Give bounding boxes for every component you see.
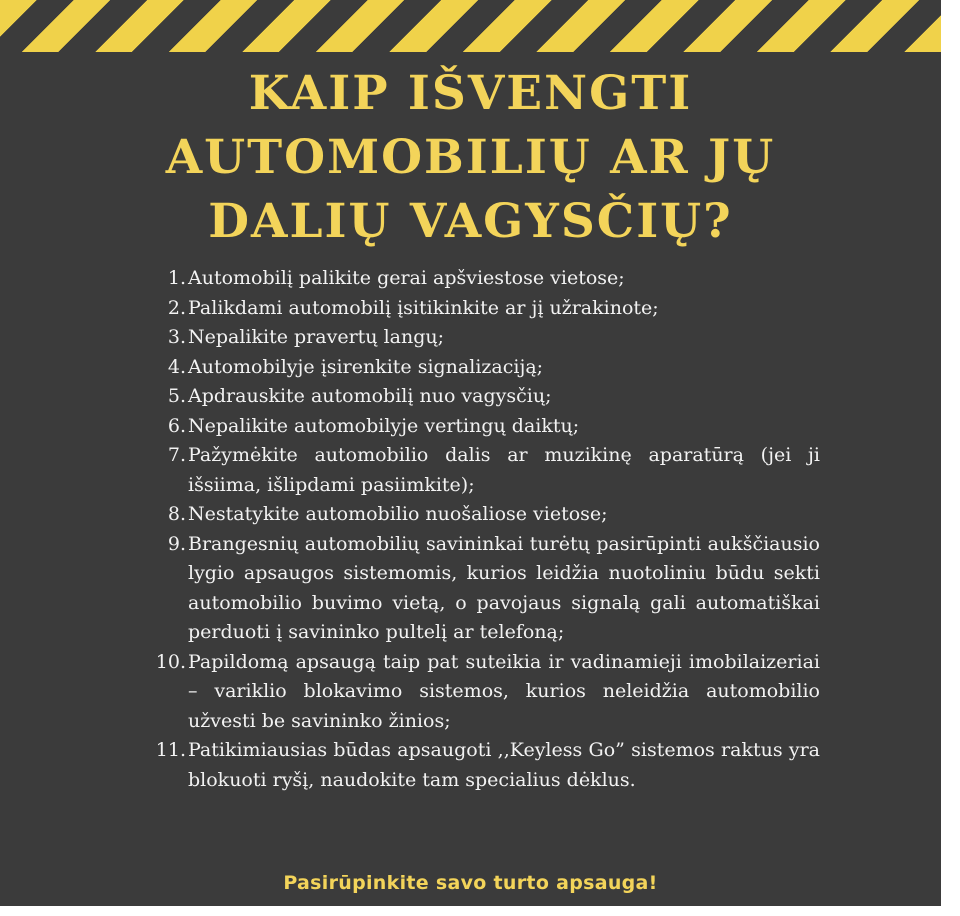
title-line-1: KAIP IŠVENGTI [248,66,693,121]
list-item [150,500,820,530]
item-text: Patikimiausias būdas apsaugoti ,,Keyless Go” sistemos raktus yra blokuoti ryšį, naudokite tam specialius dėklus. [188,739,820,791]
footer-slogan: Pasirūpinkite savo turto apsauga! [283,872,658,894]
item-number: 4. [167,355,186,378]
item-text: Apdrauskite automobilį nuo vagysčių; [188,385,552,407]
item-number: 3. [167,326,186,348]
list-item [150,648,820,737]
item-number: 6. [167,414,186,437]
item-number: 9. [167,532,186,555]
tips-list [150,264,820,795]
item-text: Nepalikite automobilyje vertingų daiktų; [188,414,580,437]
item-text: Palikdami automobilį įsitikinkite ar jį užrakinote; [188,296,659,319]
item-text: Pažymėkite automobilio dalis ar muzikinę aparatūrą (jei ji išsiima, išlipdami pasiimkite); [188,444,820,496]
item-number: 11. [155,739,186,761]
list-item [150,294,820,324]
list-item [150,412,820,442]
item-text: Brangesnių automobilių savininkai turėtų pasirūpinti aukščiausio lygio apsaugos sistemomis, kurios leidžia nuotoliniu būdu sekti automobilio buvimo vietą, o pavojaus signalą gali automatiškai perduoti į savininko pultelį ar telefoną; [188,532,820,643]
list-item [150,530,820,648]
item-number: 7. [167,444,186,466]
item-text: Papildomą apsaugą taip pat suteikia ir vadinamieji imobilaizeriai – variklio blokavimo sistemos, kurios neleidžia automobilio užvesti be savininko žinios; [188,650,820,732]
list-item [150,736,820,795]
title-line-2: AUTOMOBILIŲ AR JŲ [165,130,776,185]
item-text: Automobilyje įsirenkite signalizaciją; [188,355,544,378]
list-item [150,382,820,412]
item-text: Nepalikite pravertų langų; [188,326,445,348]
item-number: 5. [167,385,186,407]
title-line-3: DALIŲ VAGYSČIŲ? [208,194,733,249]
list-item [150,264,820,294]
hazard-stripes [0,0,941,52]
item-number: 2. [167,296,186,319]
item-number: 10. [155,650,186,673]
list-item [150,323,820,353]
list-item [150,353,820,383]
item-text: Nestatykite automobilio nuošaliose vietose; [188,503,608,525]
item-text: Automobilį palikite gerai apšviestose vietose; [188,267,625,289]
item-number: 8. [167,503,186,525]
list-item [150,441,820,500]
page-title [0,62,941,254]
item-number: 1. [167,267,186,289]
